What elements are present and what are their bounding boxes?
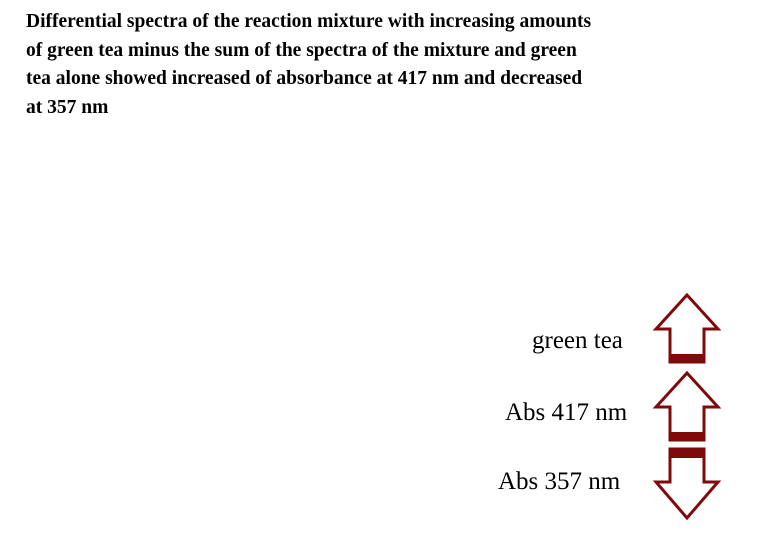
- green-tea-label: green tea: [532, 327, 623, 354]
- abs-357-label: Abs 357 nm: [498, 468, 621, 495]
- up-arrow-icon: [652, 292, 722, 366]
- abs-417-label: Abs 417 nm: [505, 399, 628, 426]
- up-arrow-icon: [652, 370, 722, 444]
- slide-description: [26, 8, 756, 122]
- description-line-1: Differential spectra of the reaction mixture with increasing amounts: [26, 11, 592, 32]
- description-line-3: tea alone showed increased of absorbance at 417 nm and decreased: [26, 68, 583, 89]
- description-line-2: of green tea minus the sum of the spectra of the mixture and green: [26, 39, 577, 61]
- down-arrow-icon: [652, 446, 722, 522]
- description-line-4: at 357 nm: [26, 96, 109, 118]
